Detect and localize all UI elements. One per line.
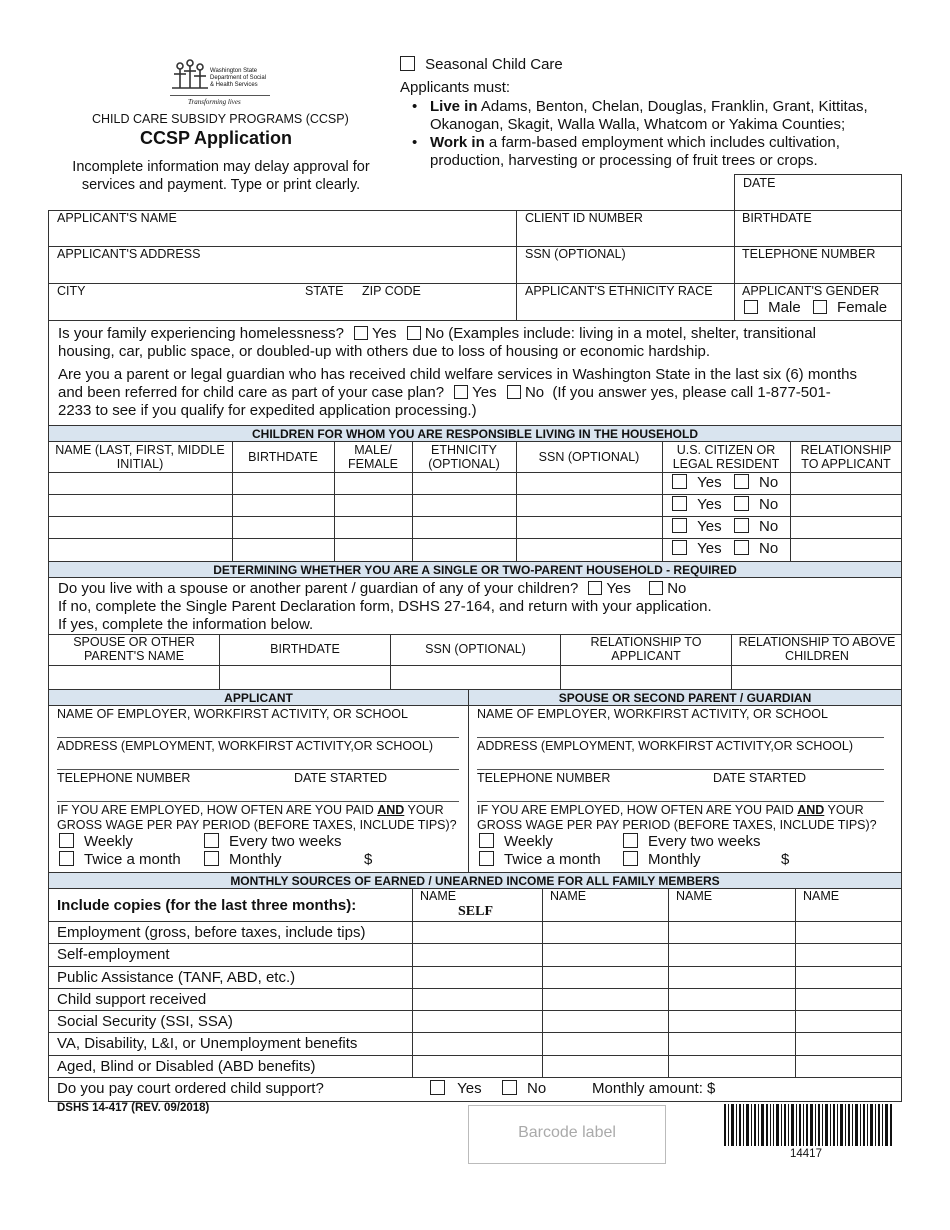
barcode-label-text: Barcode label (518, 1124, 616, 1141)
col-rel-children: RELATIONSHIP TO ABOVE CHILDREN (738, 635, 896, 663)
spouse-twice-month-checkbox[interactable] (479, 851, 494, 866)
name-col-4[interactable]: NAME (803, 889, 840, 903)
form-number: DSHS 14-417 (REV. 09/2018) (57, 1102, 210, 1114)
spouse-monthly-label: Monthly (648, 851, 701, 868)
applicant-twice-month-option[interactable] (59, 851, 181, 868)
child-4-no-checkbox[interactable] (734, 540, 749, 555)
applicant-monthly-option[interactable] (204, 851, 282, 868)
city-field[interactable]: CITY (57, 284, 86, 298)
child-3-yes-label: Yes (697, 518, 722, 535)
household-question (58, 580, 686, 597)
live-in-bold: Live in (430, 98, 478, 115)
child-2-yes-label: Yes (697, 496, 722, 513)
date-label: DATE (743, 176, 776, 190)
cws-yes-checkbox[interactable] (454, 385, 468, 399)
spouse-pay-q-line2: GROSS WAGE PER PAY PERIOD (BEFORE TAXES, INCLUDE TIPS)? (477, 818, 877, 832)
spouse-biweekly-checkbox[interactable] (623, 833, 638, 848)
household-if-yes: If yes, complete the information below. (58, 616, 314, 633)
applicant-employer-field[interactable]: NAME OF EMPLOYER, WORKFIRST ACTIVITY, OR SCHOOL (57, 707, 408, 721)
income-row-abd: Aged, Blind or Disabled (ABD benefits) (57, 1058, 316, 1075)
seasonal-child-care[interactable] (400, 56, 563, 73)
child-4-yes-checkbox[interactable] (672, 540, 687, 555)
spouse-weekly-checkbox[interactable] (479, 833, 494, 848)
applicant-emp-telephone-field[interactable]: TELEPHONE NUMBER (57, 771, 191, 785)
monthly-amount-field[interactable]: Monthly amount: $ (592, 1080, 716, 1097)
homeless-examples-line2: housing, car, public space, or doubled-up with others due to loss of housing or economic hardship. (58, 343, 711, 360)
logo-rule (170, 95, 270, 96)
live-in-text: Adams, Benton, Chelan, Douglas, Franklin, Grant, Kittitas, Okanogan, Skagit, Walla Walla, Whatcom or Yakima Counties; (430, 98, 868, 133)
spouse-header: SPOUSE OR SECOND PARENT / GUARDIAN (469, 690, 901, 706)
applicant-wage-field[interactable]: $ (364, 851, 373, 868)
female-label: Female (837, 299, 888, 316)
applicant-pay-question (57, 803, 457, 833)
date-field[interactable] (734, 174, 902, 211)
spouse-twice-month-option[interactable] (479, 851, 601, 868)
telephone-field[interactable]: TELEPHONE NUMBER (742, 247, 876, 261)
requirement-work: • Work in a farm-based employment which includes cultivation, production, harvesting or processing of fruit trees or crops. (412, 134, 840, 169)
child-3-no-label: No (759, 518, 779, 535)
child-3-yes-checkbox[interactable] (672, 518, 687, 533)
ethnicity-field[interactable]: APPLICANT'S ETHNICITY RACE (525, 284, 713, 298)
income-row-child-support: Child support received (57, 991, 207, 1008)
court-yes-checkbox[interactable] (430, 1080, 445, 1095)
spouse-weekly-option[interactable] (479, 833, 553, 850)
spouse-monthly-checkbox[interactable] (623, 851, 638, 866)
income-row-public-assistance: Public Assistance (TANF, ABD, etc.) (57, 969, 296, 986)
applicant-weekly-option[interactable] (59, 833, 133, 850)
seasonal-label: Seasonal Child Care (425, 56, 563, 73)
spouse-wage-field[interactable]: $ (781, 851, 790, 868)
applicant-name-field[interactable]: APPLICANT'S NAME (57, 211, 177, 225)
child-2-no-checkbox[interactable] (734, 496, 749, 511)
spouse-emp-telephone-field[interactable]: TELEPHONE NUMBER (477, 771, 611, 785)
spouse-pay-question (477, 803, 877, 833)
child-4-yes-label: Yes (697, 540, 722, 557)
col-spouse-birthdate: BIRTHDATE (270, 642, 340, 656)
applicant-pay-q-b: YOUR (404, 803, 444, 817)
household-if-no: If no, complete the Single Parent Declaration form, DSHS 27-164, and return with your application. (58, 598, 712, 615)
applicant-monthly-checkbox[interactable] (204, 851, 219, 866)
homeless-no-checkbox[interactable] (407, 326, 421, 340)
spouse-employer-field[interactable]: NAME OF EMPLOYER, WORKFIRST ACTIVITY, OR SCHOOL (477, 707, 828, 721)
client-id-field[interactable]: CLIENT ID NUMBER (525, 211, 643, 225)
seasonal-requirements (412, 98, 902, 170)
self-value: SELF (458, 904, 494, 919)
household-question-text: Do you live with a spouse or another parent / guardian of any of your children? (58, 580, 579, 597)
applicant-pay-q-line2: GROSS WAGE PER PAY PERIOD (BEFORE TAXES, INCLUDE TIPS)? (57, 818, 457, 832)
applicant-date-started-field[interactable]: DATE STARTED (294, 771, 388, 785)
household-yes-checkbox[interactable] (588, 581, 602, 595)
applicant-weekly-label: Weekly (84, 833, 133, 850)
cws-yes-label: Yes (472, 384, 497, 401)
work-in-bold: Work in (430, 134, 485, 151)
barcode-number: 14417 (790, 1148, 822, 1160)
dshs-logo (170, 58, 270, 110)
child-row-4-citizen (672, 540, 778, 557)
applicant-twice-month-checkbox[interactable] (59, 851, 74, 866)
household-no-checkbox[interactable] (649, 581, 663, 595)
ssn-field[interactable]: SSN (OPTIONAL) (525, 247, 626, 261)
applicant-biweekly-checkbox[interactable] (204, 833, 219, 848)
male-checkbox[interactable] (744, 300, 758, 314)
court-no-label: No (527, 1080, 547, 1097)
children-header: CHILDREN FOR WHOM YOU ARE RESPONSIBLE LIVING IN THE HOUSEHOLD (48, 425, 902, 442)
child-1-yes-checkbox[interactable] (672, 474, 687, 489)
income-row-employment: Employment (gross, before taxes, include tips) (57, 924, 366, 941)
spouse-date-started-field[interactable]: DATE STARTED (713, 771, 807, 785)
cws-no-checkbox[interactable] (507, 385, 521, 399)
gender-label: APPLICANT'S GENDER (742, 284, 880, 298)
col-child-sex: MALE/ FEMALE (347, 443, 398, 471)
child-1-yes-label: Yes (697, 474, 722, 491)
household-header: DETERMINING WHETHER YOU ARE A SINGLE OR TWO-PARENT HOUSEHOLD - REQUIRED (48, 561, 902, 578)
homeless-question (58, 325, 816, 342)
barcode-icon (724, 1104, 894, 1146)
seasonal-checkbox[interactable] (400, 56, 415, 71)
spouse-pay-q-and: AND (797, 803, 825, 817)
spouse-pay-q-a: IF YOU ARE EMPLOYED, HOW OFTEN ARE YOU PAID (477, 803, 798, 817)
col-child-ethnicity: ETHNICITY (OPTIONAL) (428, 443, 500, 471)
name-col-3[interactable]: NAME (676, 889, 713, 903)
col-child-birthdate: BIRTHDATE (248, 450, 318, 464)
col-spouse-name: SPOUSE OR OTHER PARENT'S NAME (73, 635, 195, 663)
name-col-2[interactable]: NAME (550, 889, 587, 903)
spouse-weekly-label: Weekly (504, 833, 553, 850)
applicant-address-field[interactable]: APPLICANT'S ADDRESS (57, 247, 201, 261)
spouse-pay-q-b: YOUR (824, 803, 864, 817)
court-no-checkbox[interactable] (502, 1080, 517, 1095)
child-1-no-checkbox[interactable] (734, 474, 749, 489)
col-child-name: NAME (LAST, FIRST, MIDDLE INITIAL) (55, 443, 225, 471)
applicant-header: APPLICANT (49, 690, 468, 706)
cws-question-line1: Are you a parent or legal guardian who has received child welfare services in Washington State in the last six (6) months (58, 366, 858, 383)
cws-question-line2 (58, 384, 831, 401)
homeless-yes-label: Yes (372, 325, 397, 342)
court-support-question: Do you pay court ordered child support? (57, 1080, 324, 1097)
child-2-no-label: No (759, 496, 779, 513)
cws-call-text: (If you answer yes, please call 1-877-501- (552, 384, 831, 401)
barcode-label-box (468, 1105, 666, 1164)
cws-no-label: No (524, 384, 545, 401)
income-row-social-security: Social Security (SSI, SSA) (57, 1013, 233, 1030)
homeless-yes-checkbox[interactable] (354, 326, 368, 340)
include-copies: Include copies (for the last three months): (57, 897, 357, 914)
homeless-no-label: No (424, 325, 445, 342)
female-checkbox[interactable] (813, 300, 827, 314)
applicant-pay-q-a: IF YOU ARE EMPLOYED, HOW OFTEN ARE YOU PAID (57, 803, 378, 817)
col-child-ssn: SSN (OPTIONAL) (538, 450, 640, 464)
program-name: CHILD CARE SUBSIDY PROGRAMS (CCSP) (92, 112, 349, 126)
cws-question-line3: 2233 to see if you qualify for expedited application processing.) (58, 402, 477, 419)
court-support-options (430, 1080, 546, 1097)
male-label: Male (768, 299, 801, 316)
child-3-no-checkbox[interactable] (734, 518, 749, 533)
applicant-weekly-checkbox[interactable] (59, 833, 74, 848)
spouse-twice-month-label: Twice a month (504, 851, 601, 868)
col-child-citizen: U.S. CITIZEN OR LEGAL RESIDENT (672, 443, 780, 471)
income-header: MONTHLY SOURCES OF EARNED / UNEARNED INCOME FOR ALL FAMILY MEMBERS (48, 872, 902, 889)
child-2-yes-checkbox[interactable] (672, 496, 687, 511)
instructions: Incomplete information may delay approval for services and payment. Type or print clearly. (72, 159, 370, 193)
work-in-text: a farm-based employment which includes cultivation, production, harvesting or processing of fruit trees or crops. (430, 134, 840, 169)
applicant-emp-address-field[interactable]: ADDRESS (EMPLOYMENT, WORKFIRST ACTIVITY,OR SCHOOL) (57, 739, 433, 753)
homeless-question-text: Is your family experiencing homelessness? (58, 325, 344, 342)
name-col-1: NAME (420, 889, 457, 903)
court-yes-label: Yes (457, 1080, 482, 1097)
page-title: CCSP Application (140, 128, 293, 148)
requirement-live: • Live in Adams, Benton, Chelan, Douglas, Franklin, Grant, Kittitas, Okanogan, Skagit, Walla Walla, Whatcom or Yakima Counties; (412, 98, 868, 133)
logo-text: Washington State Department of Social & Health Services (210, 68, 267, 88)
child-row-1-citizen (672, 474, 778, 491)
logo-tagline: Transforming lives (188, 98, 241, 106)
spouse-emp-address-field[interactable]: ADDRESS (EMPLOYMENT, WORKFIRST ACTIVITY,OR SCHOOL) (477, 739, 853, 753)
zip-field[interactable]: ZIP CODE (362, 284, 421, 298)
applicant-biweekly-label: Every two weeks (229, 833, 342, 850)
applicant-twice-month-label: Twice a month (84, 851, 181, 868)
household-yes-label: Yes (606, 580, 631, 597)
col-rel-applicant: RELATIONSHIP TO APPLICANT (590, 635, 702, 663)
applicant-pay-q-and: AND (377, 803, 405, 817)
income-row-self-employment: Self-employment (57, 946, 170, 963)
child-row-2-citizen (672, 496, 778, 513)
col-spouse-ssn: SSN (OPTIONAL) (425, 642, 526, 656)
income-row-va-disability: VA, Disability, L&I, or Unemployment benefits (57, 1035, 358, 1052)
birthdate-field[interactable]: BIRTHDATE (742, 211, 812, 225)
applicant-biweekly-option[interactable] (204, 833, 342, 850)
applicant-monthly-label: Monthly (229, 851, 282, 868)
spouse-biweekly-label: Every two weeks (648, 833, 761, 850)
cws-question-text: and been referred for child care as part of your case plan? (58, 384, 445, 401)
child-1-no-label: No (759, 474, 779, 491)
child-4-no-label: No (759, 540, 779, 557)
col-child-relationship: RELATIONSHIP TO APPLICANT (800, 443, 892, 471)
gender-options (744, 299, 887, 316)
homeless-examples: (Examples include: living in a motel, shelter, transitional (448, 325, 816, 342)
household-no-label: No (667, 580, 687, 597)
state-field[interactable]: STATE (305, 284, 344, 298)
spouse-monthly-option[interactable] (623, 851, 701, 868)
child-row-3-citizen (672, 518, 778, 535)
applicants-must: Applicants must: (400, 79, 511, 96)
spouse-biweekly-option[interactable] (623, 833, 761, 850)
